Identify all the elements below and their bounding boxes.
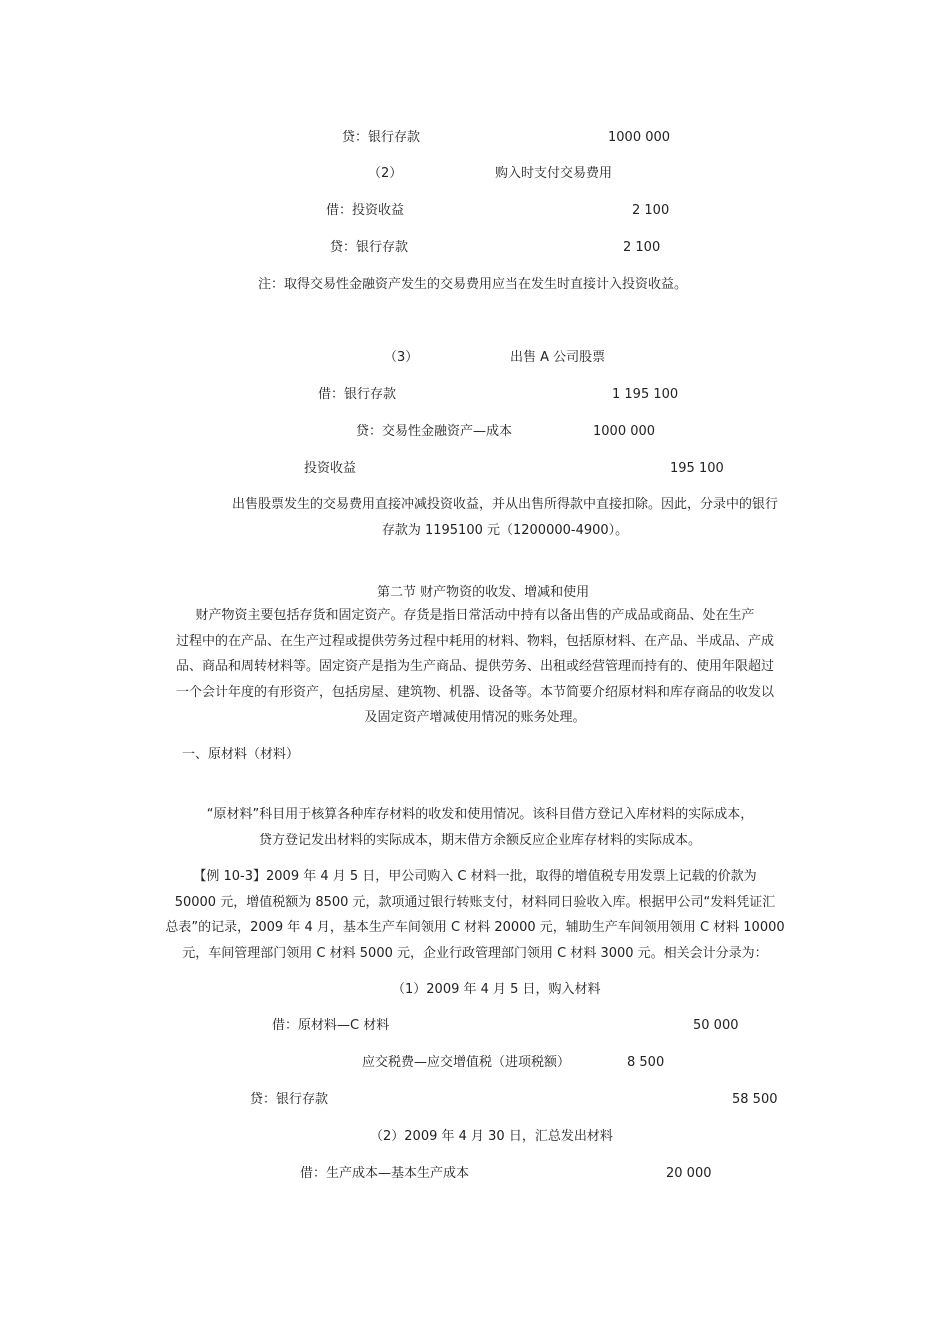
credit-asset-label: 贷：交易性金融资产—成本 <box>356 424 513 439</box>
invest-income-label: 投资收益 <box>304 461 357 476</box>
step2-title: 购入时支付交易费用 <box>495 166 613 181</box>
example-line: 元，车间管理部门领用 C 材料 5000 元，企业行政管理部门领用 C 材料 3000 元。相关会计分录为： <box>182 945 768 961</box>
step3-title: 出售 A 公司股票 <box>510 350 606 365</box>
sale-explanation <box>180 492 830 543</box>
intro-line: 及固定资产增减使用情况的账务处理。 <box>364 710 586 725</box>
description-line: “原材料”科目用于核算各种库存材料的收发和使用情况。该科目借方登记入库材料的实际成本， <box>206 807 754 822</box>
credit-bank3-amount: 58 500 <box>732 1092 778 1107</box>
intro-line: 品、商品和周转材料等。固定资产是指为生产商品、提供劳务、出租或经营管理而持有的、使用年限超过 <box>175 659 774 674</box>
step1-title: （1）2009 年 4 月 5 日，购入材料 <box>392 982 601 997</box>
material-description <box>165 802 795 853</box>
credit-bank3-label: 贷：银行存款 <box>250 1092 329 1107</box>
debit-invest-amount: 2 100 <box>632 203 670 218</box>
credit-bank-label: 贷：银行存款 <box>342 130 421 145</box>
debit-bank-label: 借：银行存款 <box>318 387 397 402</box>
debit-material-amount: 50 000 <box>693 1018 739 1033</box>
credit-bank2-label: 贷：银行存款 <box>330 240 409 255</box>
description-line: 贷方登记发出材料的实际成本，期末借方余额反应企业库存材料的实际成本。 <box>258 832 701 848</box>
example-paragraph <box>140 864 810 966</box>
credit-asset-amount: 1000 000 <box>593 424 656 439</box>
invest-income-amount: 195 100 <box>670 461 724 476</box>
credit-bank2-amount: 2 100 <box>623 240 661 255</box>
intro-line: 财产物资主要包括存货和固定资产。存货是指日常活动中持有以备出售的产成品或商品、处在生产 <box>195 608 755 623</box>
step2-number: （2） <box>368 166 403 181</box>
note: 注：取得交易性金融资产发生的交易费用应当在发生时直接计入投资收益。 <box>258 277 688 292</box>
debit-invest-label: 借：投资收益 <box>326 203 405 218</box>
step2c-title: （2）2009 年 4 月 30 日，汇总发出材料 <box>370 1129 613 1144</box>
example-line <box>140 864 810 890</box>
section-intro <box>140 603 810 731</box>
section-title: 第二节 财产物资的收发、增减和使用 <box>377 585 590 600</box>
intro-line: 一个会计年度的有形资产，包括房屋、建筑物、机器、设备等。本节简要介绍原材料和库存商品的收发以 <box>175 684 774 700</box>
sub-heading: 一、原材料（材料） <box>182 747 300 762</box>
example-line: 50000 元，增值税额为 8500 元，款项通过银行转账支付，材料同日验收入库。根据甲公司“发料凭证汇 <box>174 894 776 910</box>
debit-material-label: 借：原材料—C 材料 <box>272 1018 390 1033</box>
sale-explanation-line: 存款为 1195100 元（1200000-4900）。 <box>381 522 629 538</box>
sale-explanation-line: 出售股票发生的交易费用直接冲减投资收益，并从出售所得款中直接扣除。因此，分录中的银行 <box>231 497 778 512</box>
debit-cost-label: 借：生产成本—基本生产成本 <box>300 1166 470 1181</box>
debit-bank-amount: 1 195 100 <box>612 387 679 402</box>
vat-label: 应交税费—应交增值税（进项税额） <box>362 1055 571 1070</box>
example-line: 总表”的记录，2009 年 4 月，基本生产车间领用 C 材料 20000 元，辅助生产车间领用领用 C 材料 10000 <box>165 920 785 935</box>
step3-number: （3） <box>384 350 419 365</box>
intro-line: 过程中的在产品、在生产过程或提供劳务过程中耗用的材料、物料，包括原材料、在产品、半成品、产成 <box>175 633 774 649</box>
credit-bank-amount: 1000 000 <box>608 130 671 145</box>
example-tag: 【例 10-3】 <box>193 869 266 884</box>
vat-amount: 8 500 <box>627 1055 665 1070</box>
example-line-text: 2009 年 4 月 5 日，甲公司购入 C 材料一批，取得的增值税专用发票上记载的价款为 <box>266 869 757 884</box>
debit-cost-amount: 20 000 <box>666 1166 712 1181</box>
